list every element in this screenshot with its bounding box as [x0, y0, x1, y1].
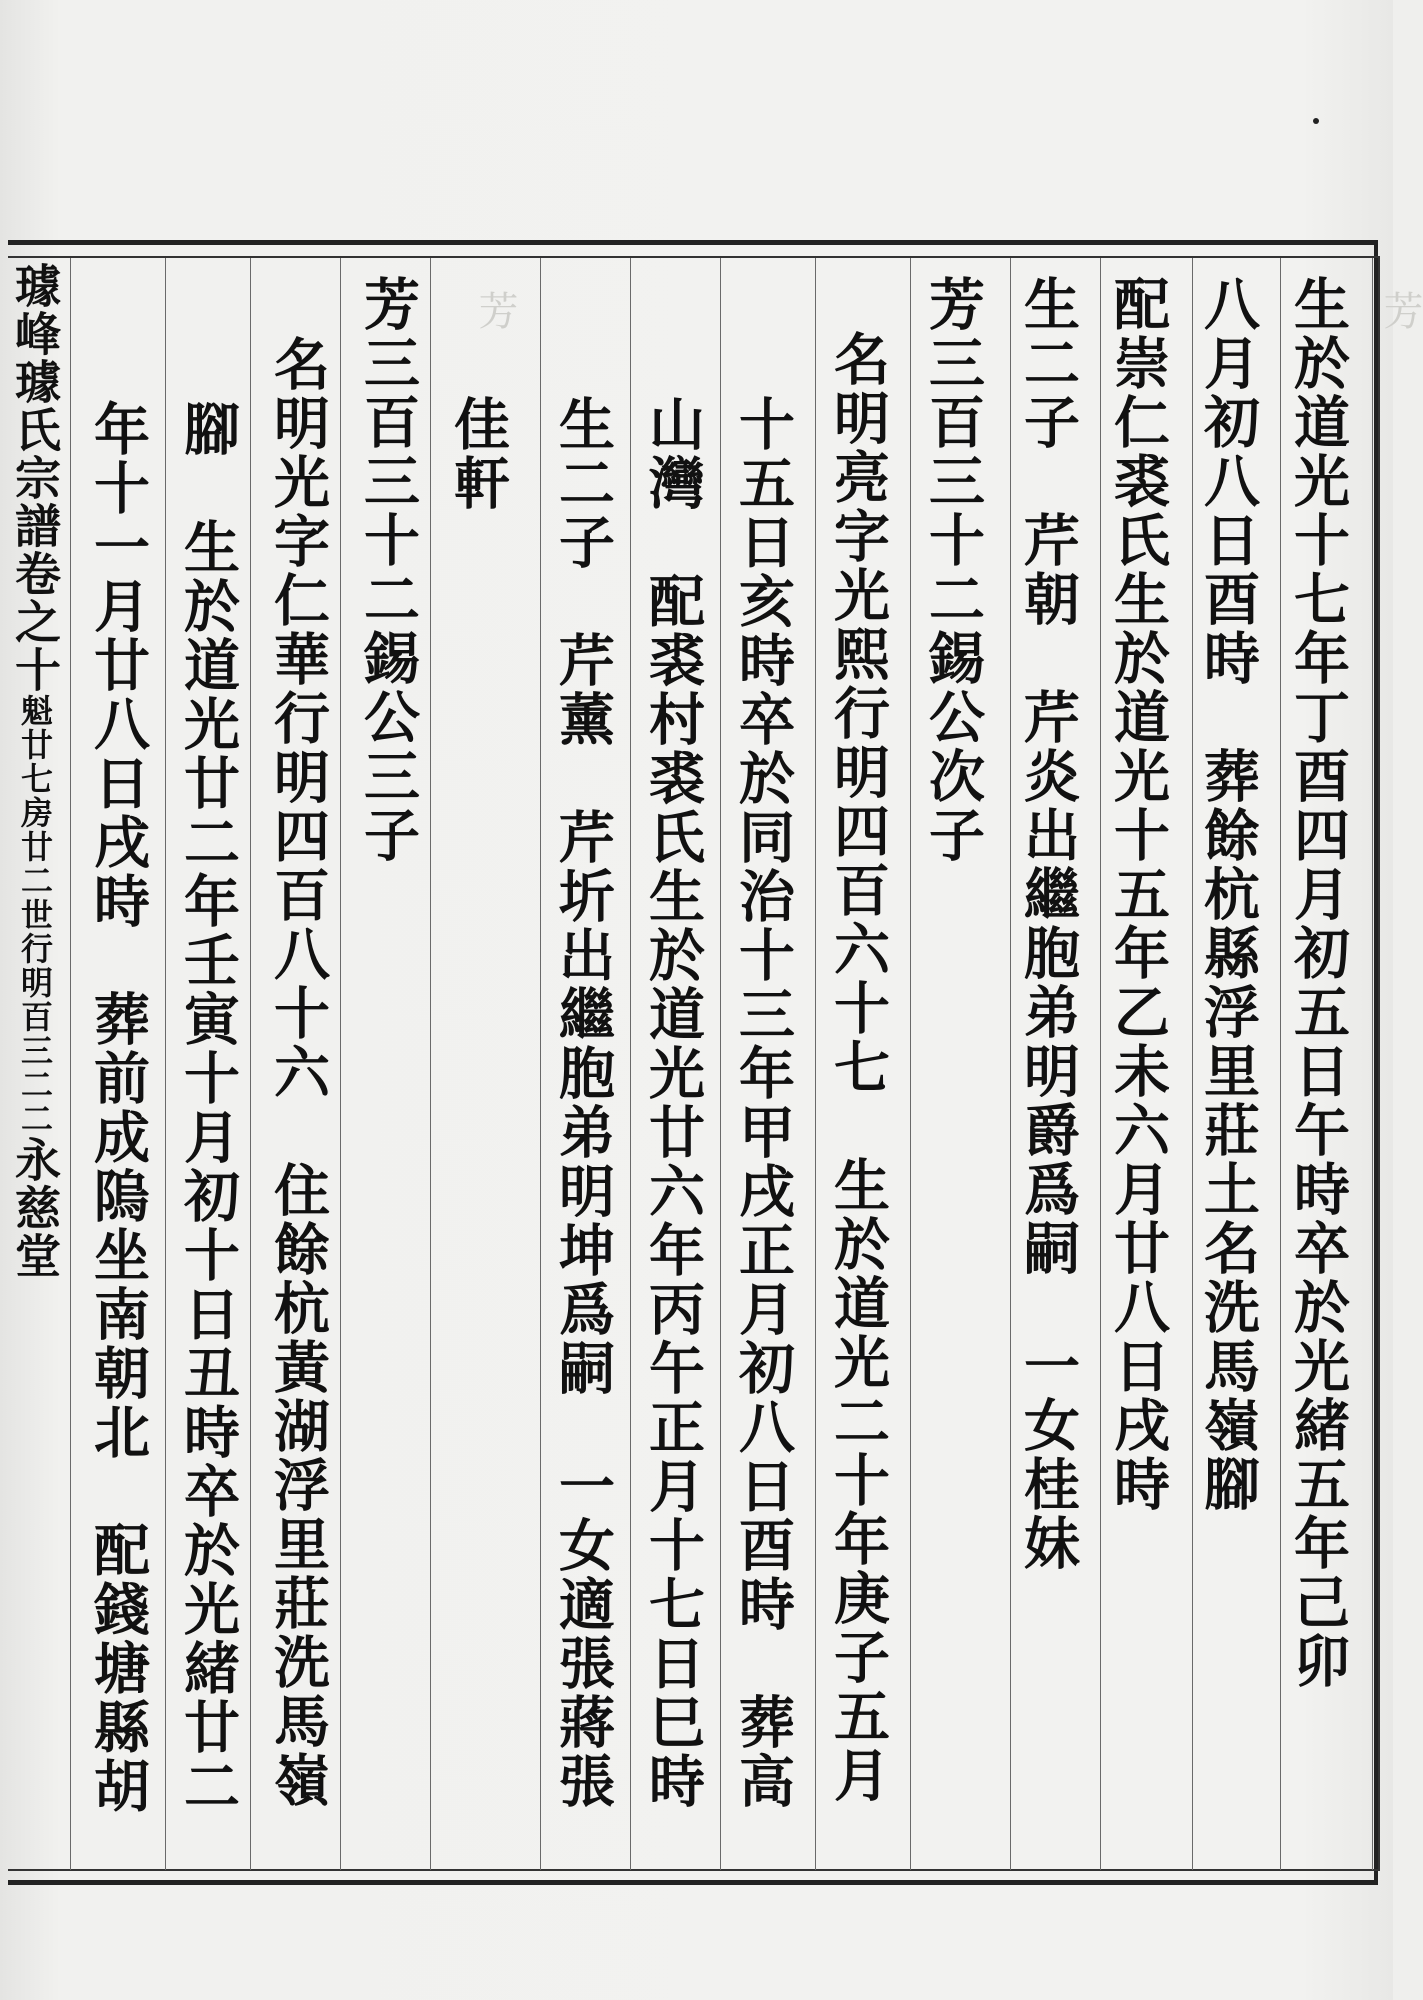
margin-volume: 卷之十 — [8, 550, 62, 694]
text-column-5: 芳三百三十二錫公次子 — [920, 275, 986, 865]
margin-title: 璩峰璩氏宗譜 — [8, 262, 62, 550]
margin-label — [2, 262, 68, 1280]
text-column-10: 佳軒 — [445, 395, 511, 513]
text-column-3: 配崇仁裘氏生於道光十五年乙未六月廿八日戌時 — [1105, 275, 1171, 1514]
text-column-2: 八月初八日酉時 葬餘杭縣浮里莊土名洗馬嶺腳 — [1195, 275, 1261, 1514]
text-column-7: 十五日亥時卒於同治十三年甲戌正月初八日酉時 葬高 — [730, 395, 796, 1811]
column-rule — [1100, 258, 1101, 1870]
column-rule — [430, 258, 431, 1870]
column-rule — [910, 258, 911, 1870]
margin-hall: 永慈堂 — [8, 1136, 62, 1280]
column-rule — [815, 258, 816, 1870]
column-rule — [630, 258, 631, 1870]
column-rule — [165, 258, 166, 1870]
text-column-14: 年十一月廿八日戌時 葬前成隖坐南朝北 配錢塘縣胡 — [85, 400, 151, 1816]
bleed-through-mark: 芳 — [1377, 290, 1423, 333]
column-rule — [70, 258, 71, 1870]
text-column-8: 山灣 配裘村裘氏生於道光廿六年丙午正月十七日巳時 — [640, 395, 706, 1811]
text-column-9: 生二子 芹薰 芹圻出繼胞弟明坤爲嗣 一女適張蔣張 — [550, 395, 616, 1811]
column-rule — [1010, 258, 1011, 1870]
text-column-6: 名明亮字光熙行明四百六十七 生於道光二十年庚子五月 — [825, 330, 891, 1805]
ink-dot — [1313, 118, 1319, 124]
column-rule — [720, 258, 721, 1870]
margin-section: 魁廿七房廿二世行明 — [16, 694, 54, 1000]
margin-page: 百三二二 — [16, 1000, 54, 1136]
column-rule — [1372, 258, 1373, 1870]
column-rule — [540, 258, 541, 1870]
text-column-13: 腳 生於道光廿二年壬寅十月初十日丑時卒於光緒廿二 — [175, 400, 241, 1816]
text-column-1: 生於道光十七年丁酉四月初五日午時卒於光緒五年己卯 — [1285, 275, 1351, 1691]
column-rule — [250, 258, 251, 1870]
column-rule — [1280, 258, 1281, 1870]
bleed-through-mark: 芳 — [472, 290, 518, 333]
text-column-4: 生二子 芹朝 芹炎出繼胞弟明爵爲嗣 一女桂妹 — [1015, 275, 1081, 1573]
column-rule — [340, 258, 341, 1870]
column-rule — [1192, 258, 1193, 1870]
text-column-12: 名明光字仁華行明四百八十六 住餘杭黃湖浮里莊洗馬嶺 — [265, 335, 331, 1810]
text-column-11: 芳三百三十二錫公三子 — [355, 275, 421, 865]
